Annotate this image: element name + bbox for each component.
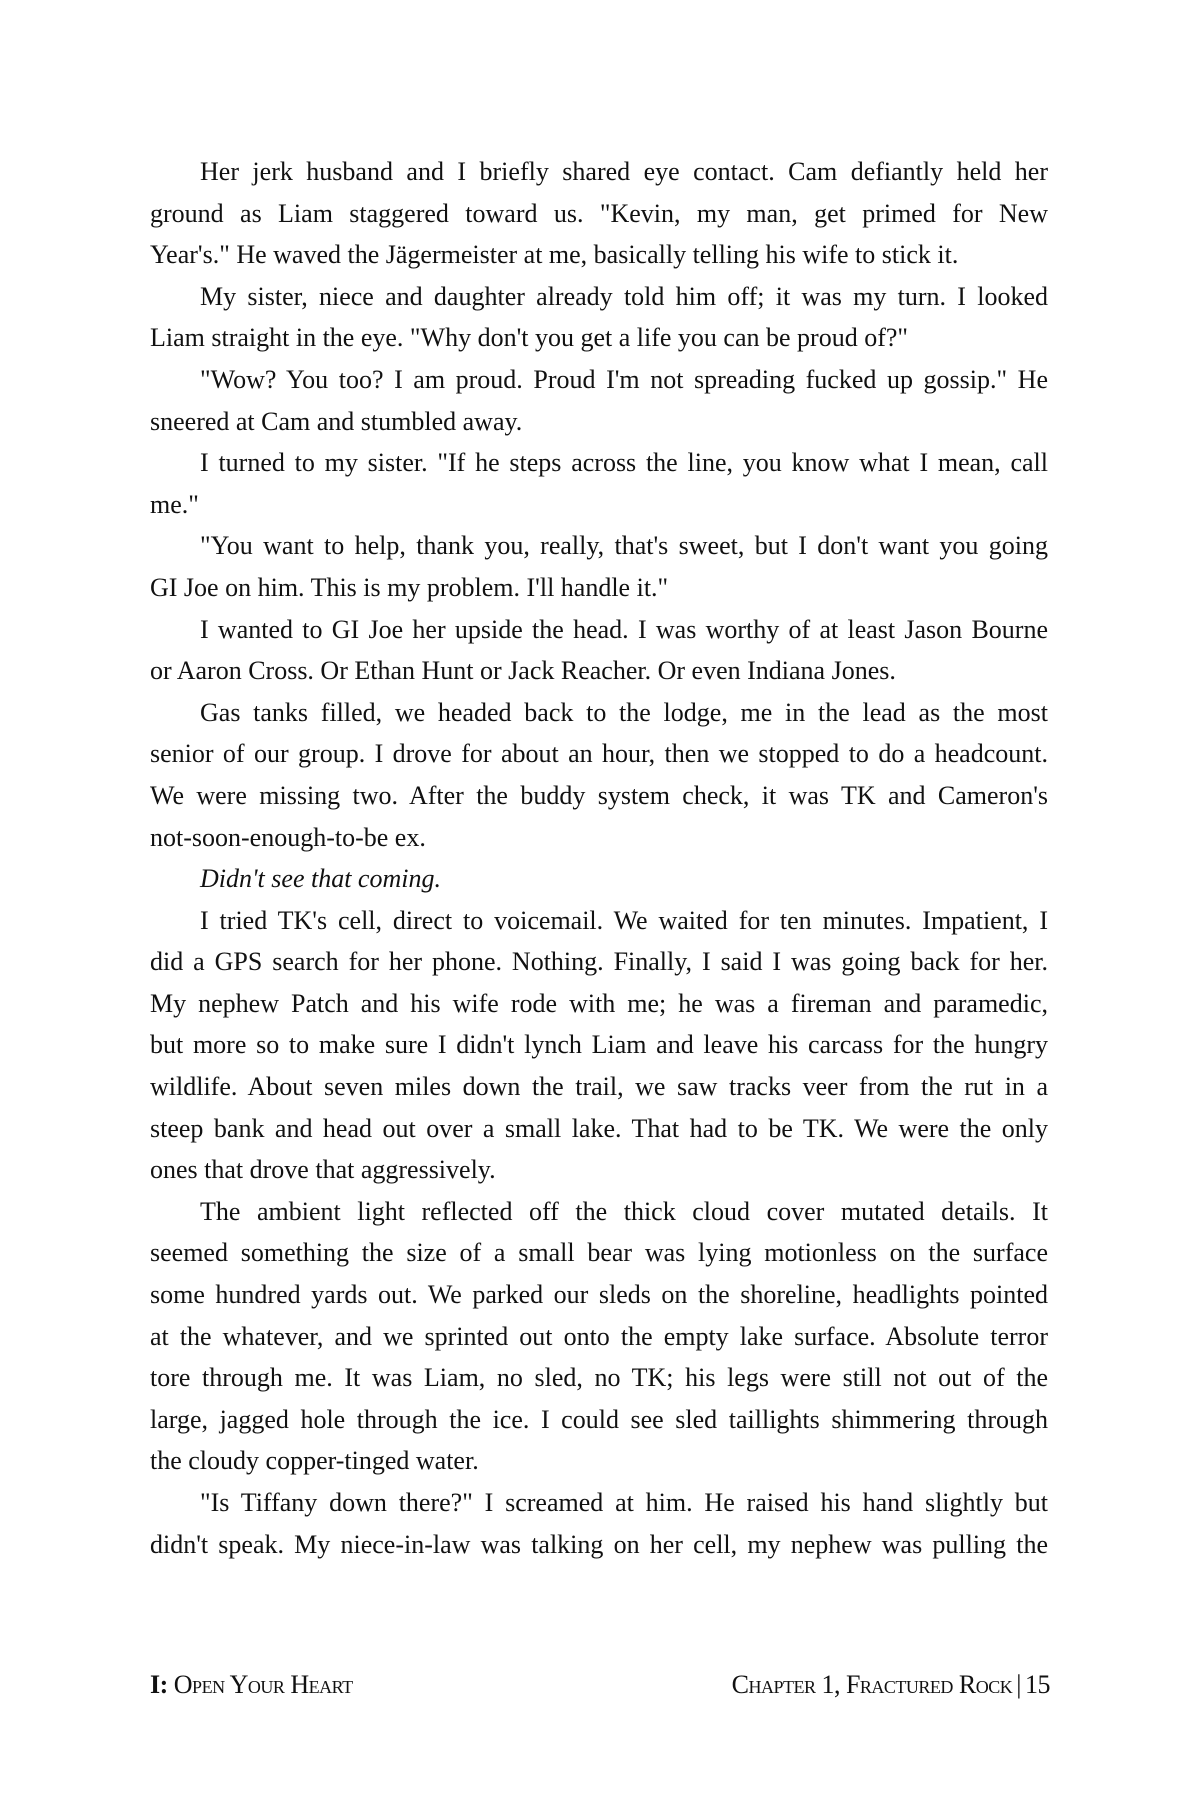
footer-chapter-info [732,1668,1050,1702]
body-text-line: some hundred yards out. We parked our sleds on the shoreline, headlights pointed [150,1280,1048,1310]
body-text-line: didn't speak. My niece-in-law was talking on her cell, my nephew was pulling the [150,1529,1048,1559]
body-text-line: the cloudy copper-tinged water. [150,1446,479,1476]
body-text-line: me." [150,489,199,519]
body-text-line: My nephew Patch and his wife rode with me; he was a fireman and paramedic, [150,988,1048,1018]
body-text-line: GI Joe on him. This is my problem. I'll handle it." [150,572,669,602]
body-text-line: "Is Tiffany down there?" I screamed at him. He raised his hand slightly but [200,1488,1048,1517]
body-text-line: not-soon-enough-to-be ex. [150,822,426,852]
body-text-line: steep bank and head out over a small lake. That had to be TK. We were the only [150,1113,1048,1143]
body-text-line: Liam straight in the eye. "Why don't you get a life you can be proud of?" [150,323,909,353]
body-text-line: senior of our group. I drove for about an hour, then we stopped to do a headcount. [150,739,1048,769]
body-text-line: seemed something the size of a small bear was lying motionless on the surface [150,1238,1048,1268]
footer-part-title [150,1668,353,1702]
body-text-line: Gas tanks filled, we headed back to the lodge, me in the lead as the most [200,697,1048,727]
body-text-line: but more so to make sure I didn't lynch Liam and leave his carcass for the hungry [150,1030,1048,1060]
body-text-line: sneered at Cam and stumbled away. [150,406,523,436]
page-body [150,151,1048,1565]
body-text-line: tore through me. It was Liam, no sled, no TK; his legs were still not out of the [150,1363,1048,1393]
page-number: 15 [1025,1670,1050,1699]
body-text-line: I turned to my sister. "If he steps across the line, you know what I mean, call [200,448,1048,478]
body-text-line: The ambient light reflected off the thick cloud cover mutated details. It [200,1196,1048,1226]
body-text-line: "You want to help, thank you, really, that's sweet, but I don't want you going [200,531,1048,561]
body-text-line: Year's." He waved the Jägermeister at me, basically telling his wife to stick it. [150,240,959,270]
body-text-line: wildlife. About seven miles down the trail, we saw tracks veer from the rut in a [150,1072,1048,1102]
running-footer [150,1668,1050,1702]
body-text-line: I wanted to GI Joe her upside the head. I was worthy of at least Jason Bourne [200,614,1048,644]
body-text-line: My sister, niece and daughter already told him off; it was my turn. I looked [200,281,1048,311]
body-text-line: ones that drove that aggressively. [150,1155,496,1185]
body-text-line: at the whatever, and we sprinted out onto the empty lake surface. Absolute terror [150,1321,1048,1351]
body-text-line: ground as Liam staggered toward us. "Kevin, my man, get primed for New [150,198,1048,228]
body-text-line: We were missing two. After the buddy system check, it was TK and Cameron's [150,780,1048,810]
body-text-line: did a GPS search for her phone. Nothing. Finally, I said I was going back for her. [150,947,1048,977]
body-text-line: I tried TK's cell, direct to voicemail. We waited for ten minutes. Impatient, I [200,905,1048,935]
body-text-line: or Aaron Cross. Or Ethan Hunt or Jack Reacher. Or even Indiana Jones. [150,656,896,686]
body-text-line: large, jagged hole through the ice. I could see sled taillights shimmering through [150,1404,1048,1434]
part-number: I: [150,1670,168,1699]
body-text-line: Her jerk husband and I briefly shared eye contact. Cam defiantly held her [200,157,1048,186]
body-text-line: "Wow? You too? I am proud. Proud I'm not spreading fucked up gossip." He [200,364,1048,394]
footer-separator: | [1016,1670,1021,1699]
chapter-title: Chapter 1, Fractured Rock [731,1670,1013,1699]
part-title: Open Your Heart [173,1670,353,1699]
body-text-line-italic: Didn't see that coming. [200,864,441,894]
